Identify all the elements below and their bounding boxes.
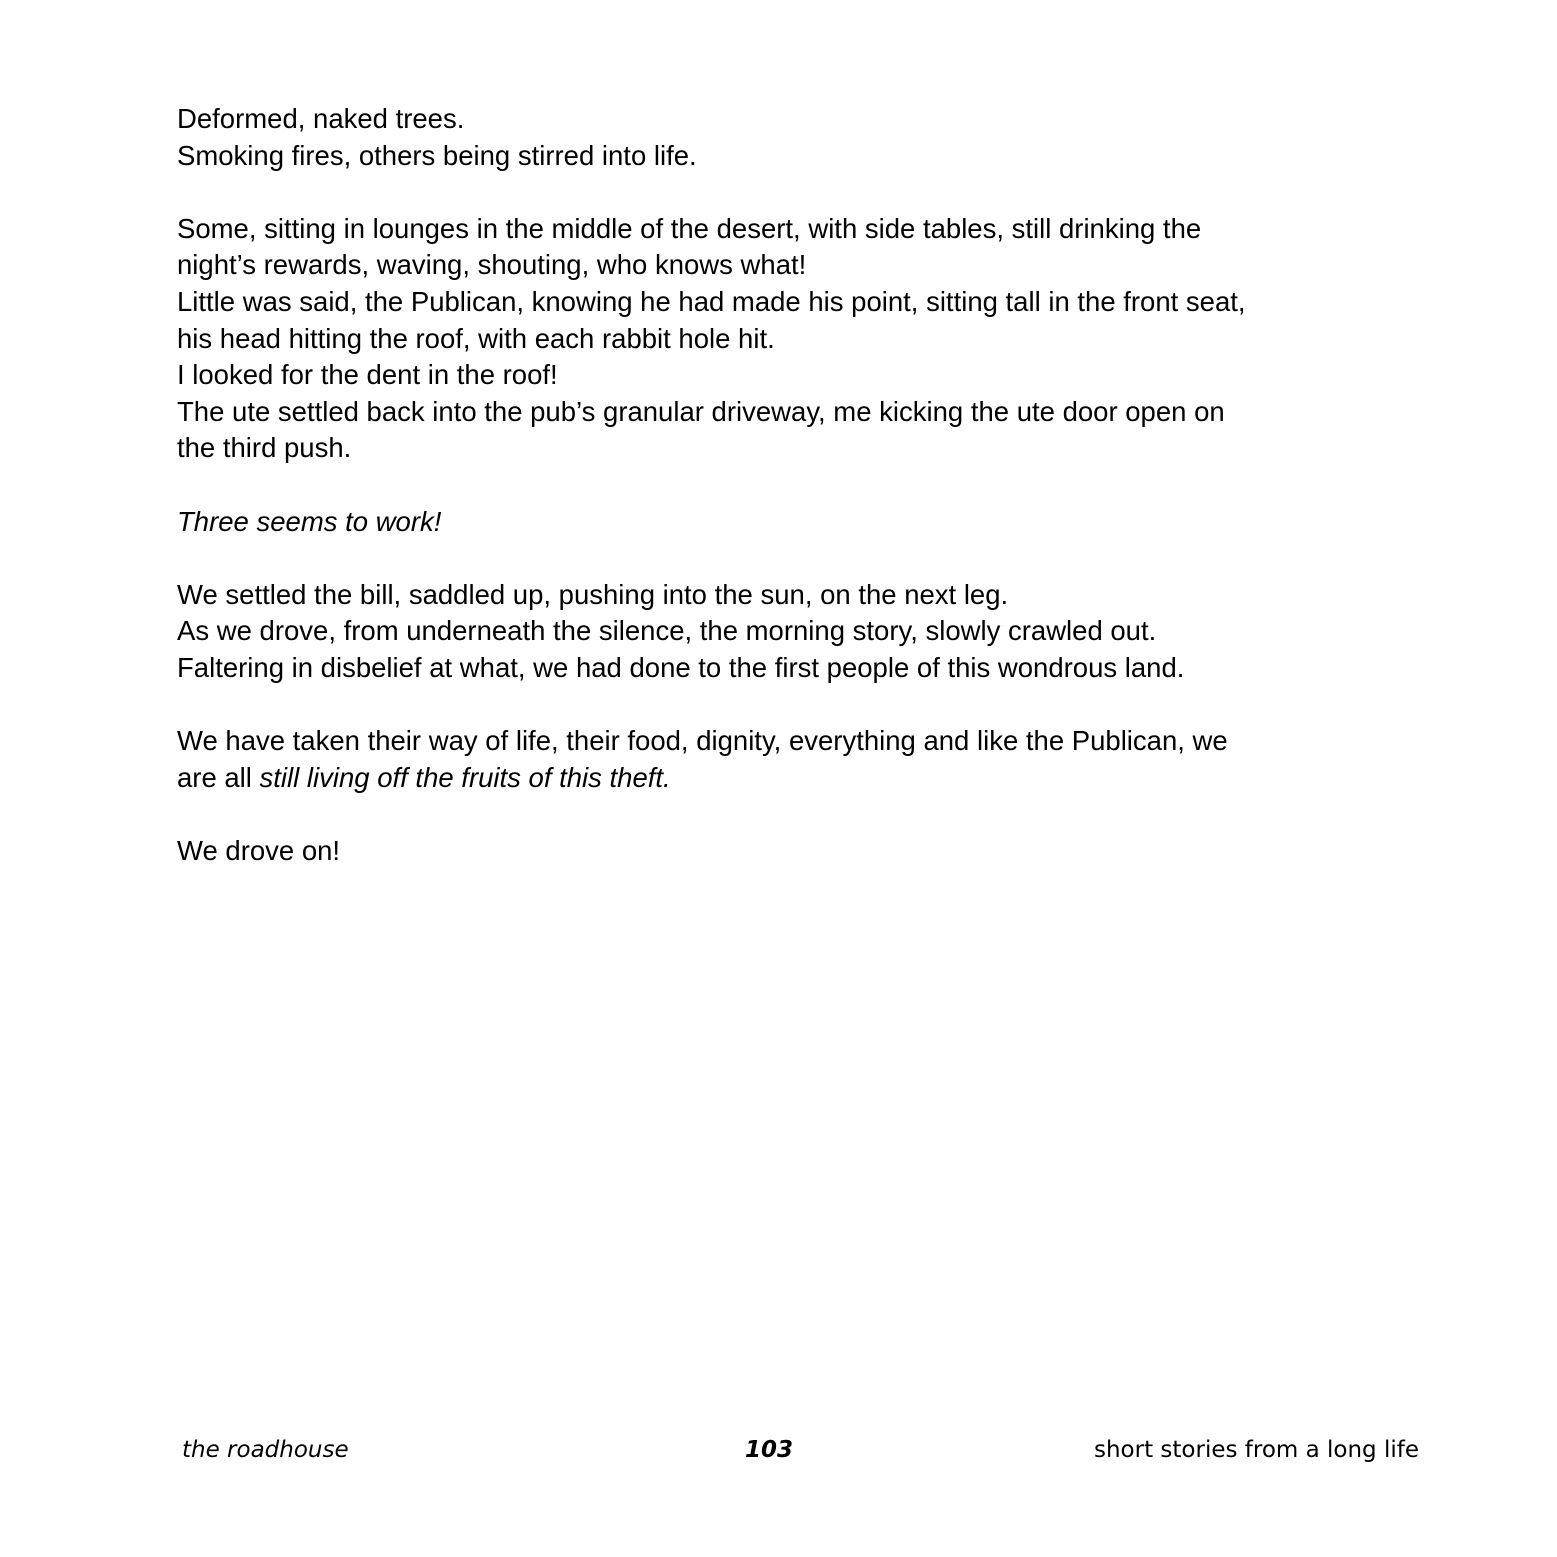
footer-page-number: 103: [745, 1437, 794, 1463]
text-line: We have taken their way of life, their food, dignity, everything and like the Publican, we: [177, 725, 1228, 757]
text-line: the third push.: [177, 432, 352, 464]
italic-text: still living off the fruits of this theft.: [259, 761, 671, 793]
paragraph-bill: [177, 577, 1397, 687]
text-line: We drove on!: [177, 834, 341, 866]
footer-book-title: short stories from a long life: [1094, 1437, 1419, 1463]
paragraph-lounges: [177, 211, 1397, 467]
text-line: night’s rewards, waving, shouting, who knows what!: [177, 249, 807, 281]
text-line: Little was said, the Publican, knowing he had made his point, sitting tall in the front seat,: [177, 285, 1246, 317]
text-line: his head hitting the roof, with each rabbit hole hit.: [177, 322, 775, 354]
text-line: Some, sitting in lounges in the middle of the desert, with side tables, still drinking the: [177, 212, 1202, 244]
text-line: Faltering in disbelief at what, we had done to the first people of this wondrous land.: [177, 651, 1185, 683]
footer-chapter-title: the roadhouse: [182, 1437, 349, 1463]
italic-line: Three seems to work!: [177, 505, 442, 537]
text-line: I looked for the dent in the roof!: [177, 359, 558, 391]
paragraph-trees: [177, 101, 1397, 174]
plain-text: are all: [177, 761, 260, 793]
page-body: [177, 101, 1397, 906]
text-line: As we drove, from underneath the silence, the morning story, slowly crawled out.: [177, 615, 1157, 647]
text-line: Smoking fires, others being stirred into life.: [177, 139, 697, 171]
text-line: We settled the bill, saddled up, pushing into the sun, on the next leg.: [177, 578, 1009, 610]
text-line: Deformed, naked trees.: [177, 103, 465, 134]
paragraph-drove-on: [177, 833, 1397, 870]
paragraph-theft: [177, 723, 1397, 796]
text-line-mixed: [177, 760, 1397, 797]
text-line: The ute settled back into the pub’s granular driveway, me kicking the ute door open on: [177, 395, 1225, 427]
paragraph-three: [177, 504, 1397, 541]
